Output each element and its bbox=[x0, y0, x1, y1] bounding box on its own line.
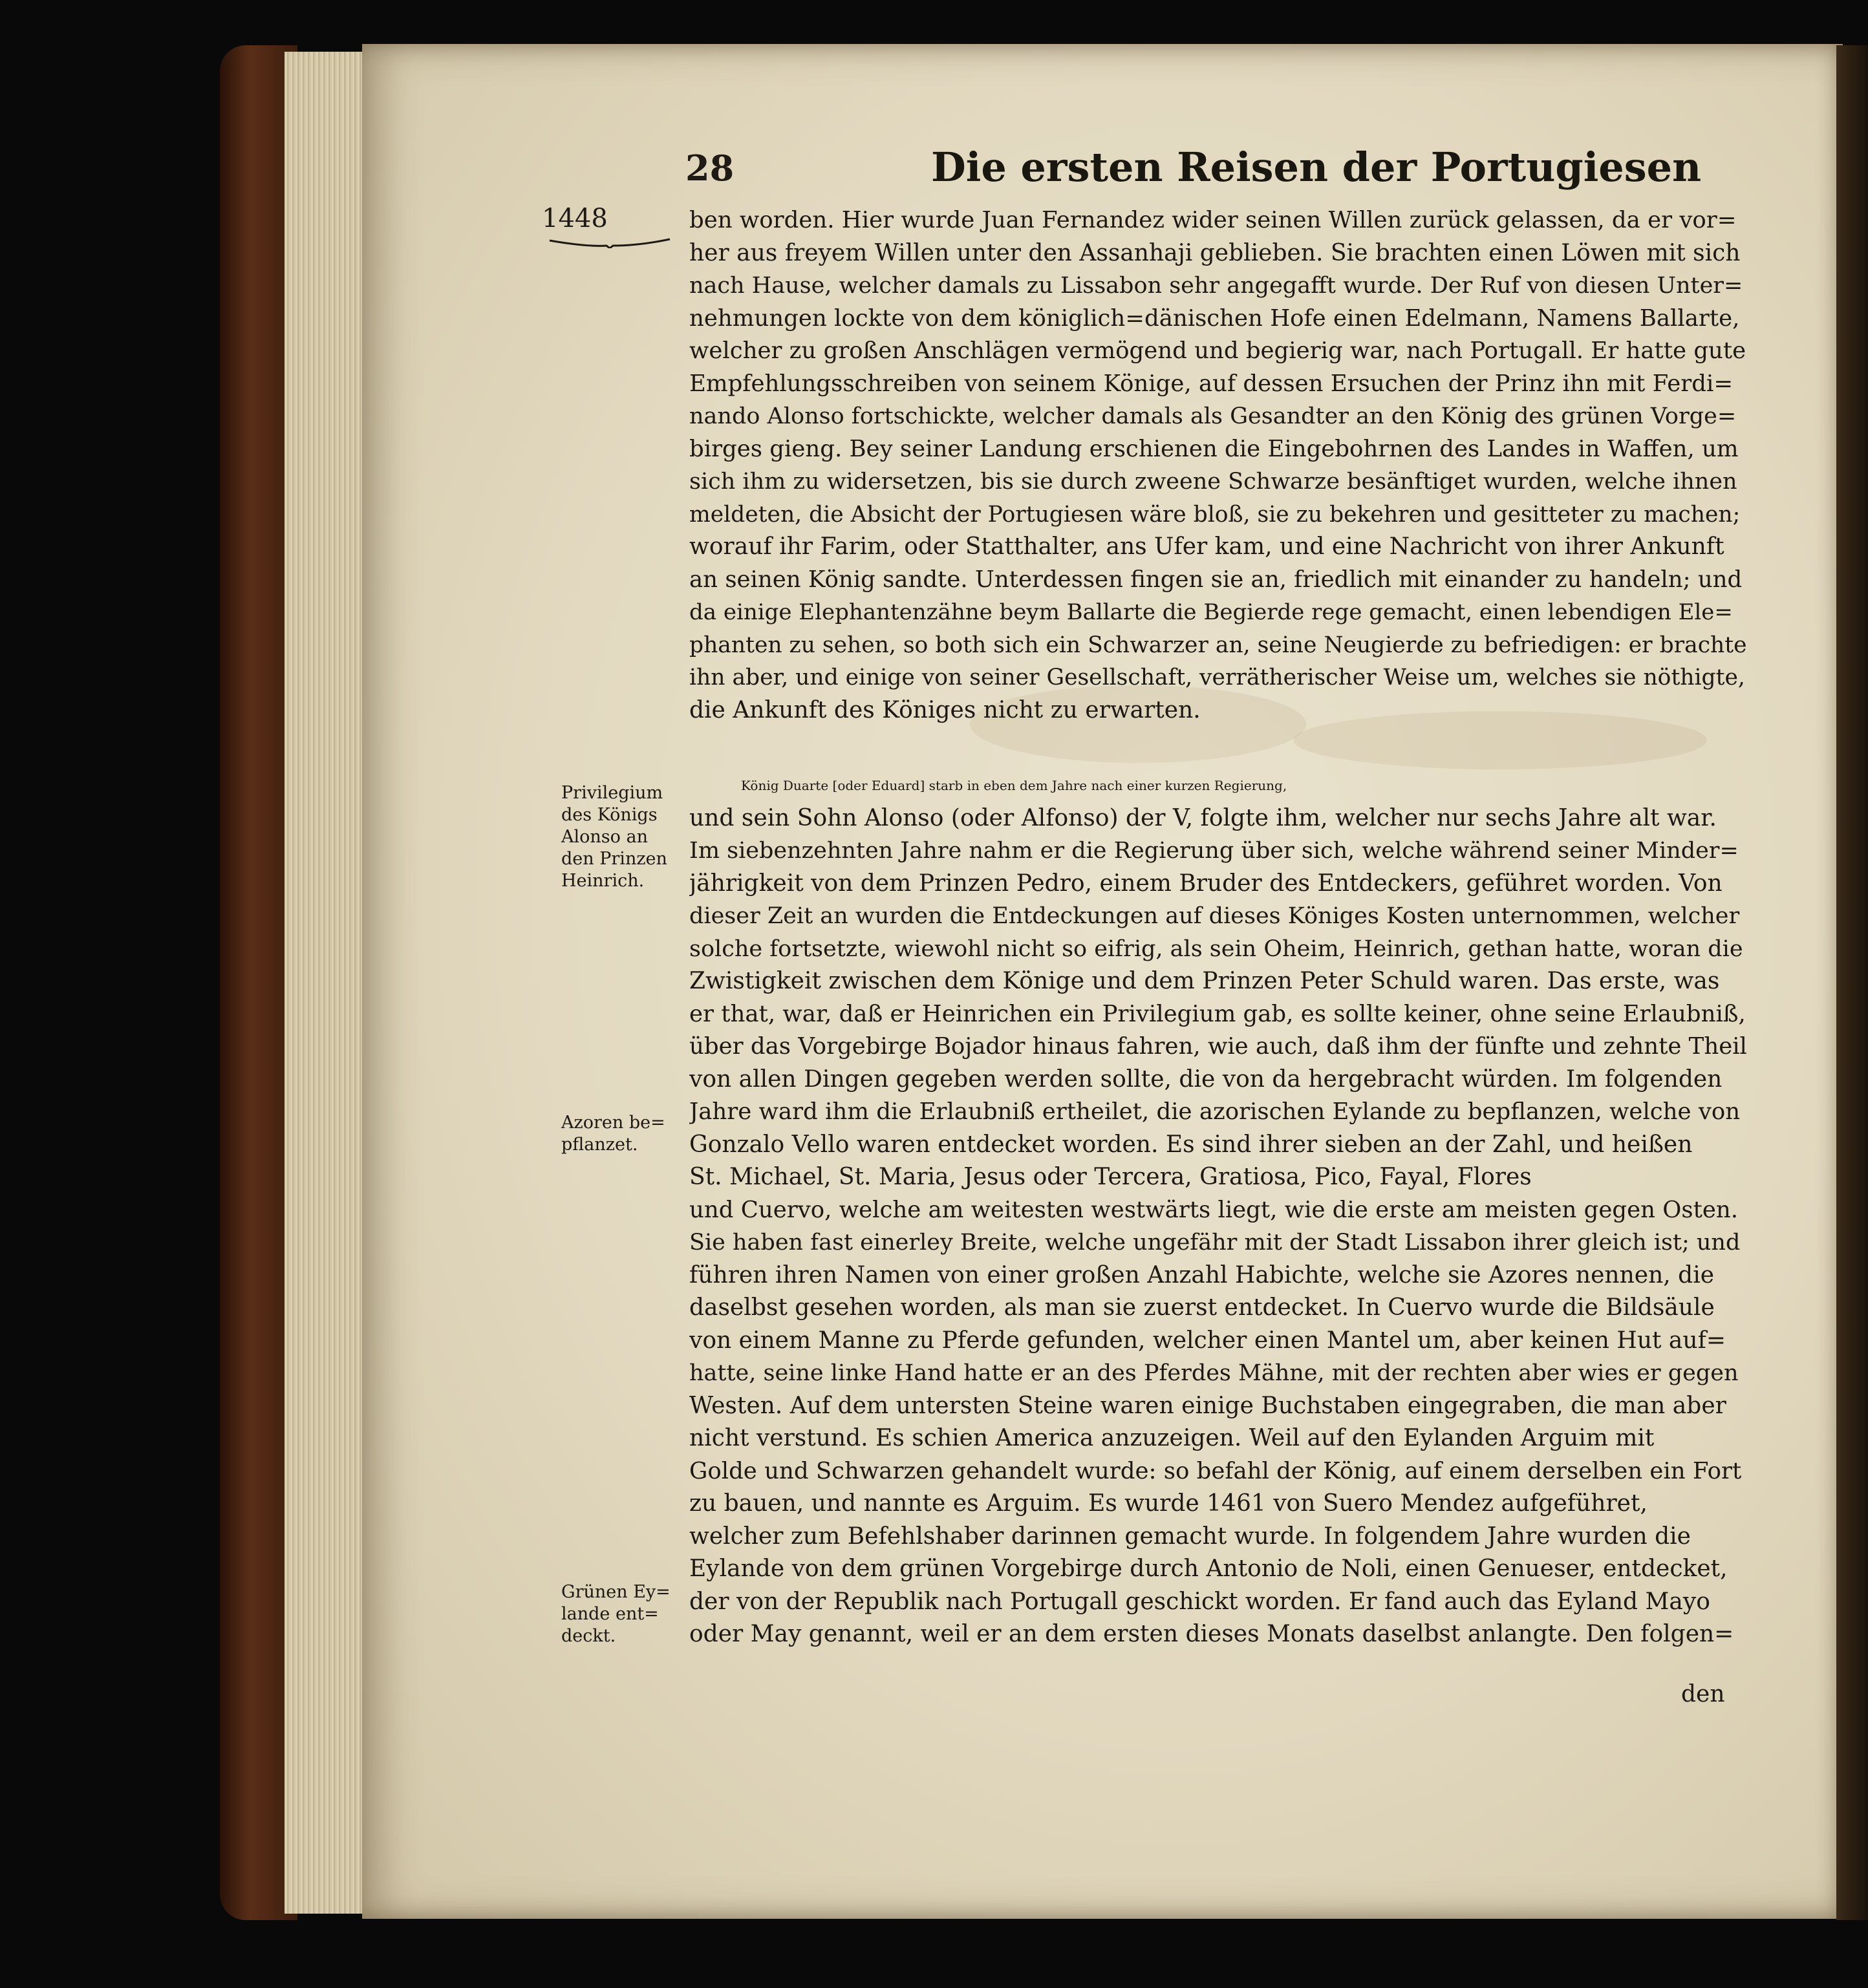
running-title: Die ersten Reisen der Portugiesen bbox=[931, 144, 1702, 191]
text-line: oder May genannt, weil er an dem ersten dieses Monats daselbst anlangte. Den folgen= bbox=[689, 1621, 1734, 1647]
margin-note-line: deckt. bbox=[561, 1626, 616, 1646]
text-line: daselbst gesehen worden, als man sie zuerst entdecket. In Cuervo wurde die Bildsäule bbox=[689, 1294, 1715, 1321]
margin-note-azoren bbox=[561, 1112, 688, 1156]
text-line: Jahre ward ihm die Erlaubniß ertheilet, die azorischen Eylande zu bepflanzen, welche von bbox=[689, 1098, 1741, 1125]
text-line: die Ankunft des Königes nicht zu erwarten. bbox=[689, 696, 1201, 723]
text-line: von allen Dingen gegeben werden sollte, die von da hergebracht würden. Im folgenden bbox=[689, 1065, 1723, 1093]
margin-year-rule bbox=[548, 238, 671, 248]
margin-note-gruenen-eylande bbox=[561, 1581, 688, 1647]
text-line: Eylande von dem grünen Vorgebirge durch Antonio de Noli, einen Genueser, entdecket, bbox=[689, 1555, 1728, 1582]
margin-note-line: Azoren be= bbox=[561, 1113, 665, 1133]
paragraph-1 bbox=[689, 204, 1747, 727]
text-line: St. Michael, St. Maria, Jesus oder Tercera, Gratiosa, Pico, Fayal, Flores bbox=[689, 1164, 1532, 1190]
text-line: meldeten, die Absicht der Portugiesen wäre bloß, sie zu bekehren und gesitteter zu machen; bbox=[689, 501, 1741, 528]
catchword: den bbox=[1681, 1681, 1725, 1707]
text-line: welcher zum Befehlshaber darinnen gemacht wurde. In folgendem Jahre wurden die bbox=[689, 1523, 1691, 1550]
text-line: und sein Sohn Alonso (oder Alfonso) der V, folgte ihm, welcher nur sechs Jahre alt war. bbox=[689, 804, 1717, 831]
text-line: phanten zu sehen, so both sich ein Schwarzer an, seine Neugierde zu befriedigen: er brachte bbox=[689, 632, 1747, 658]
margin-note-line: lande ent= bbox=[561, 1604, 659, 1624]
text-line: ben worden. Hier wurde Juan Fernandez wider seinen Willen zurück gelassen, da er vor= bbox=[689, 207, 1737, 233]
page-number: 28 bbox=[685, 147, 735, 189]
text-line: nando Alonso fortschickte, welcher damals als Gesandter an den König des grünen Vorge= bbox=[689, 403, 1737, 429]
text-line: da einige Elephantenzähne beym Ballarte die Begierde rege gemacht, einen lebendigen Ele= bbox=[689, 599, 1733, 625]
text-line: zu bauen, und nannte es Arguim. Es wurde 1461 von Suero Mendez aufgeführet, bbox=[689, 1490, 1648, 1517]
text-line: über das Vorgebirge Bojador hinaus fahren, wie auch, daß ihm der fünfte und zehnte Theil bbox=[689, 1033, 1747, 1060]
margin-note-line: des Königs bbox=[561, 805, 658, 825]
margin-note-line: Alonso an bbox=[561, 827, 648, 847]
text-line: Sie haben fast einerley Breite, welche ungefähr mit der Stadt Lissabon ihrer gleich ist; und bbox=[689, 1230, 1741, 1256]
text-line: nach Hause, welcher damals zu Lissabon sehr angegafft wurde. Der Ruf von diesen Unter= bbox=[689, 273, 1743, 299]
text-line: der von der Republik nach Portugall geschickt worden. Er fand auch das Eyland Mayo bbox=[689, 1588, 1710, 1615]
margin-note-line: Privilegium bbox=[561, 783, 663, 803]
text-line: Im siebenzehnten Jahre nahm er die Regierung über sich, welche während seiner Minder= bbox=[689, 838, 1739, 864]
margin-note-privilegium bbox=[561, 782, 688, 892]
text-line: dieser Zeit an wurden die Entdeckungen auf dieses Königes Kosten unternommen, welcher bbox=[689, 903, 1740, 929]
text-line: Empfehlungsschreiben von seinem Könige, auf dessen Ersuchen der Prinz ihn mit Ferdi= bbox=[689, 370, 1734, 397]
text-line: Zwistigkeit zwischen dem Könige und dem Prinzen Peter Schuld waren. Das erste, was bbox=[689, 968, 1720, 994]
margin-note-line: pflanzet. bbox=[561, 1135, 638, 1155]
text-line: er that, war, daß er Heinrichen ein Privilegium gab, es sollte keiner, ohne seine Erlaubniß, bbox=[689, 1000, 1746, 1027]
text-line: ihn aber, und einige von seiner Gesellschaft, verrätherischer Weise um, welches sie nöthigte, bbox=[689, 665, 1745, 690]
text-line: welcher zu großen Anschlägen vermögend und begierig war, nach Portugall. Er hatte gute bbox=[689, 337, 1746, 364]
text-line: nicht verstund. Es schien America anzuzeigen. Weil auf den Eylanden Arguim mit bbox=[689, 1425, 1655, 1451]
page-header bbox=[685, 144, 1702, 195]
page-stack-edge bbox=[284, 52, 375, 1914]
text-line: führen ihren Namen von einer großen Anzahl Habichte, welche sie Azores nennen, die bbox=[689, 1261, 1715, 1288]
margin-note-line: Grünen Ey= bbox=[561, 1582, 671, 1602]
margin-note-line: den Prinzen bbox=[561, 849, 667, 869]
paragraph-2 bbox=[689, 769, 1747, 1651]
text-line: König Duarte [oder Eduard] starb in eben dem Jahre nach einer kurzen Regierung, bbox=[741, 778, 1287, 793]
text-line: worauf ihr Farim, oder Statthalter, ans Ufer kam, und eine Nachricht von ihrer Ankunft bbox=[689, 533, 1724, 560]
text-line: und Cuervo, welche am weitesten westwärts liegt, wie die erste am meisten gegen Osten. bbox=[689, 1196, 1739, 1223]
text-line: her aus freyem Willen unter den Assanhaji geblieben. Sie brachten einen Löwen mit sich bbox=[689, 239, 1741, 266]
text-line: jährigkeit von dem Prinzen Pedro, einem Bruder des Entdeckers, geführet worden. Von bbox=[689, 870, 1723, 897]
margin-note-line: Heinrich. bbox=[561, 871, 645, 891]
text-line: Golde und Schwarzen gehandelt wurde: so befahl der König, auf einem derselben ein Fort bbox=[689, 1457, 1742, 1484]
text-line: hatte, seine linke Hand hatte er an des Pferdes Mähne, mit der rechten aber wies er gegen bbox=[689, 1360, 1739, 1386]
text-line: Gonzalo Vello waren entdecket worden. Es sind ihrer sieben an der Zahl, und heißen bbox=[689, 1131, 1693, 1158]
text-line: solche fortsetzte, wiewohl nicht so eifrig, als sein Oheim, Heinrich, gethan hatte, woran die bbox=[689, 935, 1743, 962]
margin-year: 1448 bbox=[542, 204, 608, 233]
text-line: an seinen König sandte. Unterdessen fingen sie an, friedlich mit einander zu handeln; und bbox=[689, 566, 1743, 593]
text-line: sich ihm zu widersetzen, bis sie durch zweene Schwarze besänftiget wurden, welche ihnen bbox=[689, 469, 1737, 495]
text-line: von einem Manne zu Pferde gefunden, welcher einen Mantel um, aber keinen Hut auf= bbox=[689, 1327, 1726, 1354]
facing-page-edge bbox=[1836, 45, 1868, 1920]
text-line: Westen. Auf dem untersten Steine waren einige Buchstaben eingegraben, die man aber bbox=[689, 1392, 1726, 1419]
text-line: birges gieng. Bey seiner Landung erschienen die Eingebohrnen des Landes in Waffen, um bbox=[689, 435, 1739, 462]
text-line: nehmungen lockte von dem königlich=dänischen Hofe einen Edelmann, Namens Ballarte, bbox=[689, 305, 1740, 332]
